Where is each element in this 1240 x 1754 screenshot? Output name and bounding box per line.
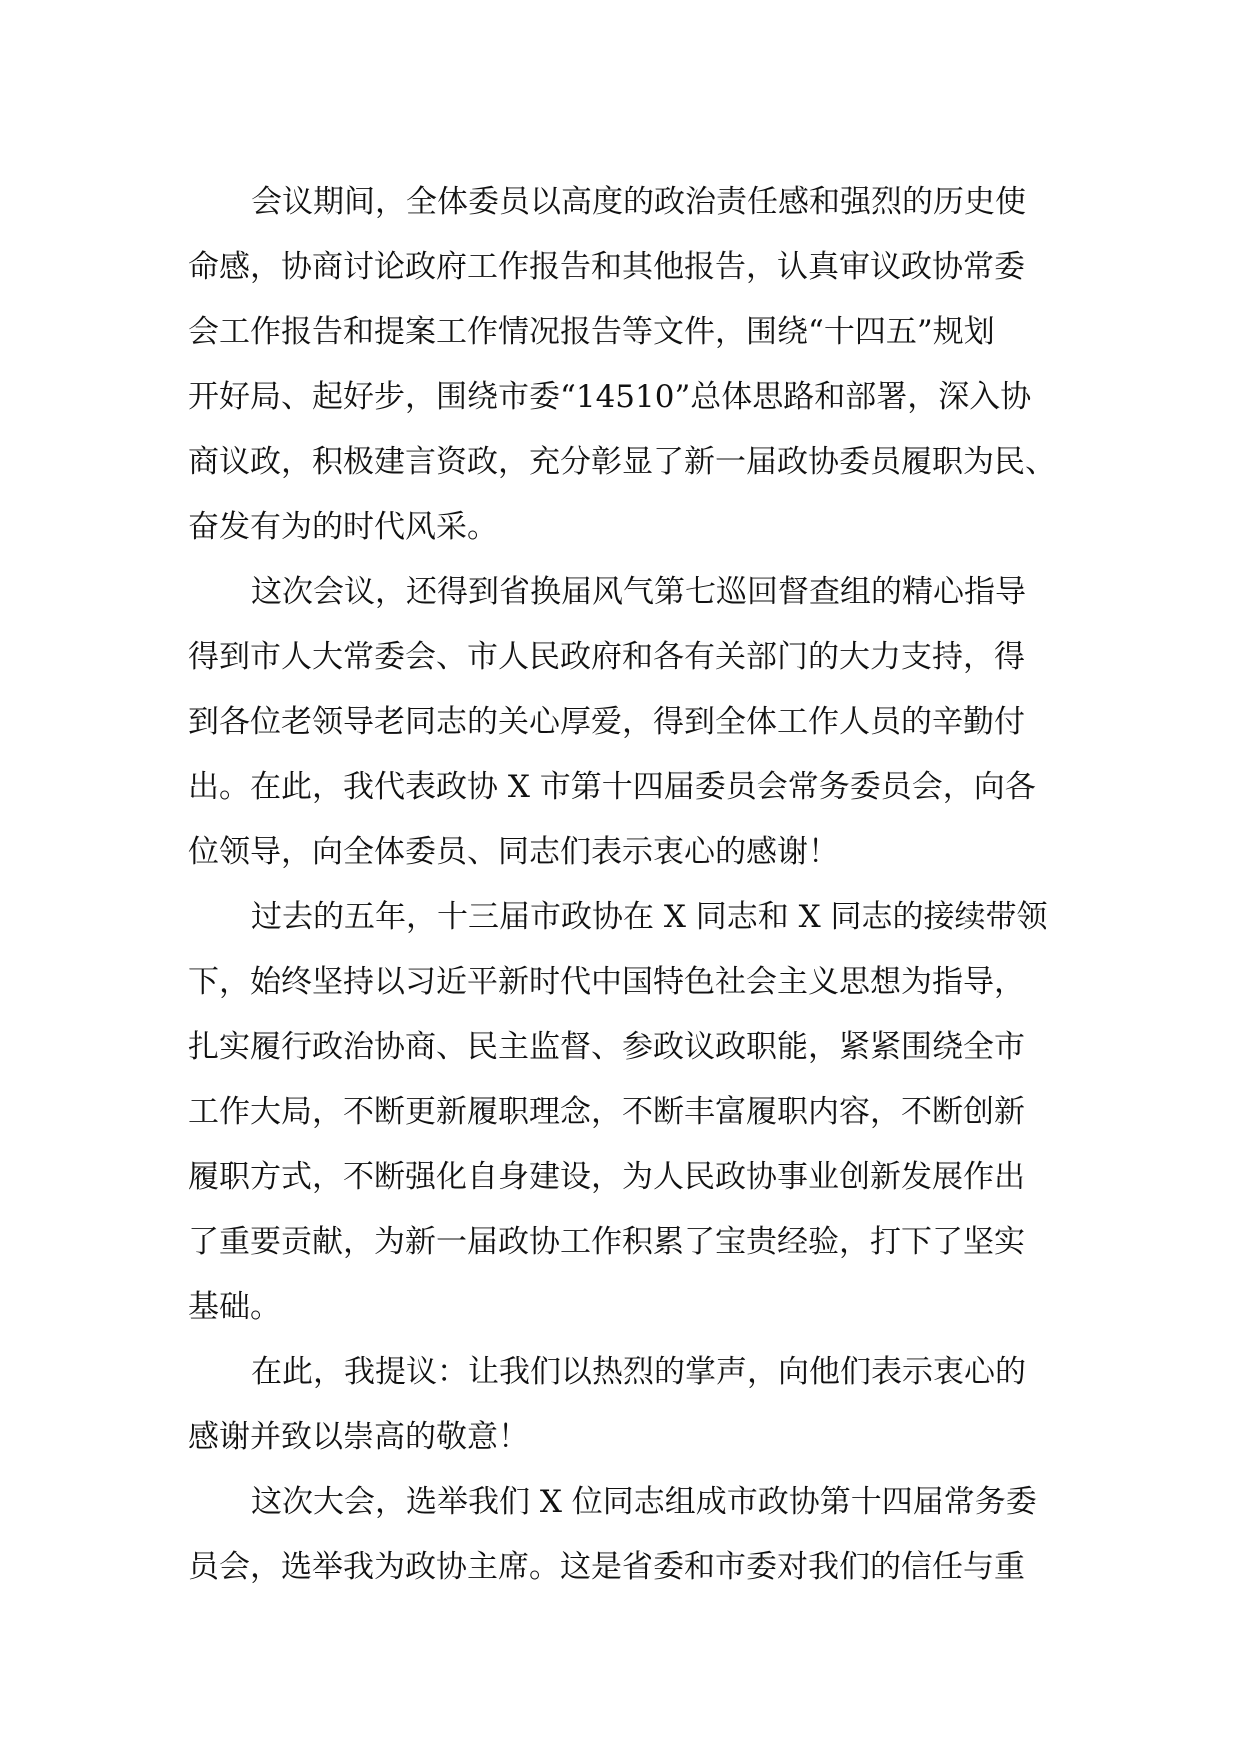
text-line: 商议政，积极建言资政，充分彰显了新一届政协委员履职为民、 (188, 444, 1056, 480)
text-line: 履职方式，不断强化自身建设，为人民政协事业创新发展作出 (188, 1159, 1025, 1195)
document-body (188, 170, 1070, 1600)
paragraph (188, 560, 1070, 885)
text-line: 在此，我提议：让我们以热烈的掌声，向他们表示衷心的 (251, 1354, 1026, 1390)
text-line: 位领导，向全体委员、同志们表示衷心的感谢！ (188, 834, 839, 870)
text-line: 得到市人大常委会、市人民政府和各有关部门的大力支持，得 (188, 639, 1025, 675)
paragraph (188, 885, 1070, 1340)
text-line: 扎实履行政治协商、民主监督、参政议政职能，紧紧围绕全市 (188, 1029, 1025, 1065)
text-line: 员会，选举我为政协主席。这是省委和市委对我们的信任与重 (188, 1549, 1025, 1585)
paragraph (188, 170, 1070, 560)
text-line: 下，始终坚持以习近平新时代中国特色社会主义思想为指导， (188, 964, 1025, 1000)
text-line: 过去的五年，十三届市政协在 X 同志和 X 同志的接续带领 (251, 899, 1048, 935)
text-line: 这次会议，还得到省换届风气第七巡回督查组的精心指导 (251, 574, 1026, 610)
paragraph (188, 1340, 1070, 1470)
text-line: 到各位老领导老同志的关心厚爱，得到全体工作人员的辛勤付 (188, 704, 1025, 740)
text-line: 出。在此，我代表政协 X 市第十四届委员会常务委员会，向各 (188, 769, 1036, 805)
text-line: 命感，协商讨论政府工作报告和其他报告，认真审议政协常委 (188, 249, 1025, 285)
text-line: 会工作报告和提案工作情况报告等文件，围绕“十四五”规划 (188, 314, 995, 350)
text-line: 会议期间，全体委员以高度的政治责任感和强烈的历史使 (251, 184, 1026, 220)
text-line: 工作大局，不断更新履职理念，不断丰富履职内容，不断创新 (188, 1094, 1025, 1130)
text-line: 感谢并致以崇高的敬意！ (188, 1419, 529, 1455)
text-line: 开好局、起好步，围绕市委“14510”总体思路和部署，深入协 (188, 379, 1032, 415)
text-line: 了重要贡献，为新一届政协工作积累了宝贵经验，打下了坚实 (188, 1224, 1025, 1260)
text-line: 基础。 (188, 1289, 281, 1325)
text-line: 奋发有为的时代风采。 (188, 509, 498, 545)
paragraph (188, 1470, 1070, 1600)
text-line: 这次大会，选举我们 X 位同志组成市政协第十四届常务委 (251, 1484, 1037, 1520)
